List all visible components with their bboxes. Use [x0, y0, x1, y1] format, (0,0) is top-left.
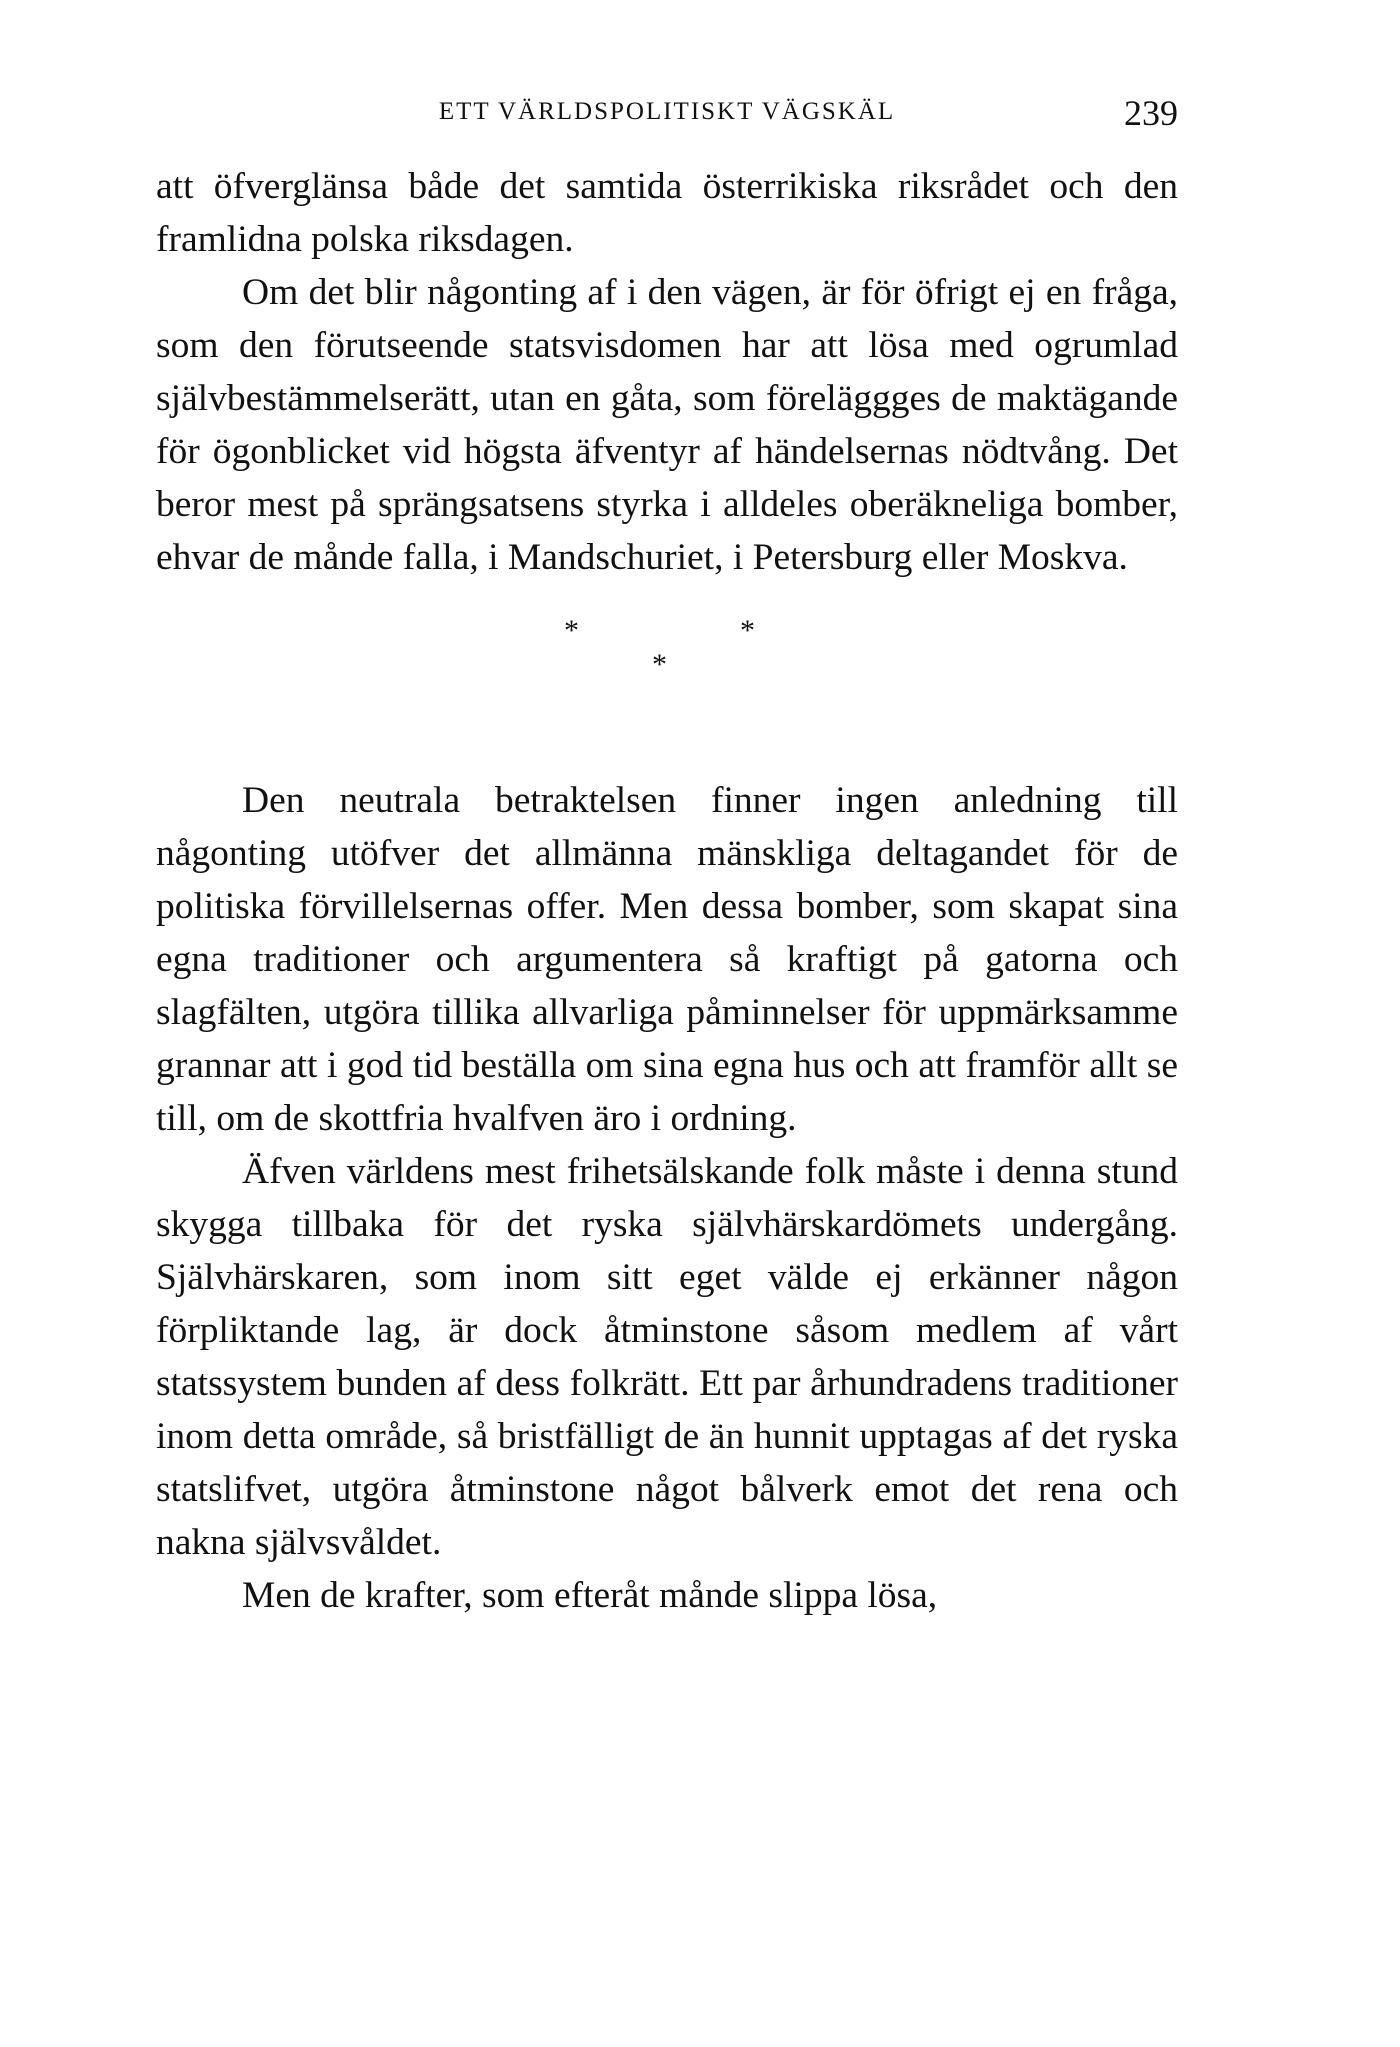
running-head: [156, 92, 1178, 136]
paragraph: Om det blir någonting af i den vägen, är för öfrigt ej en fråga, som den förutseende statsvisdomen har att lösa med ogrumlad självbestämmelserätt, utan en gåta, som föreläggges de maktägande för ögonblicket vid högsta äfventyr af händelsernas nödtvång. Det beror mest på sprängsatsens styrka i alldeles oberäkneliga bomber, ehvar de månde falla, i Mandschuriet, i Petersburg eller Moskva.: [156, 272, 1178, 578]
paragraph: Men de krafter, som efteråt månde slippa lösa,: [242, 1575, 938, 1616]
paragraph: Äfven världens mest frihetsälskande folk måste i denna stund skygga tillbaka för det ryska självhärskardömets undergång. Självhärskaren, som inom sitt eget välde ej erkänner någon förpliktande lag, är dock åtminstone såsom medlem af vårt statssystem bunden af dess folkrätt. Ett par århundradens traditioner inom detta område, så bristfälligt de än hunnit upptagas af det ryska statslifvet, utgöra åtminstone något bålverk emot det rena och nakna självsvåldet.: [156, 1151, 1178, 1563]
asterisk: *: [740, 614, 755, 647]
paragraph: Den neutrala betraktelsen finner ingen anledning till någonting utöfver det allmänna mänskliga deltagandet för de politiska förvillelsernas offer. Men dessa bomber, som skapat sina egna traditioner och argumentera så kraftigt på gatorna och slagfälten, utgöra tillika allvarliga påminnelser för uppmärksamme grannar att i god tid beställa om sina egna hus och att framför allt se till, om de skottfria hvalfven äro i ordning.: [156, 780, 1178, 1139]
paragraph-continued: att öfverglänsa både det samtida österrikiska riksrådet och den framlidna polska riksdagen.: [156, 166, 1178, 260]
running-title: ETT VÄRLDSPOLITISKT VÄGSKÄL: [438, 98, 896, 125]
asterism-separator: [156, 584, 1178, 774]
body-text: [156, 160, 1178, 1622]
page-number: 239: [1124, 93, 1178, 133]
asterisk: *: [652, 648, 667, 681]
asterisk: *: [564, 614, 579, 647]
